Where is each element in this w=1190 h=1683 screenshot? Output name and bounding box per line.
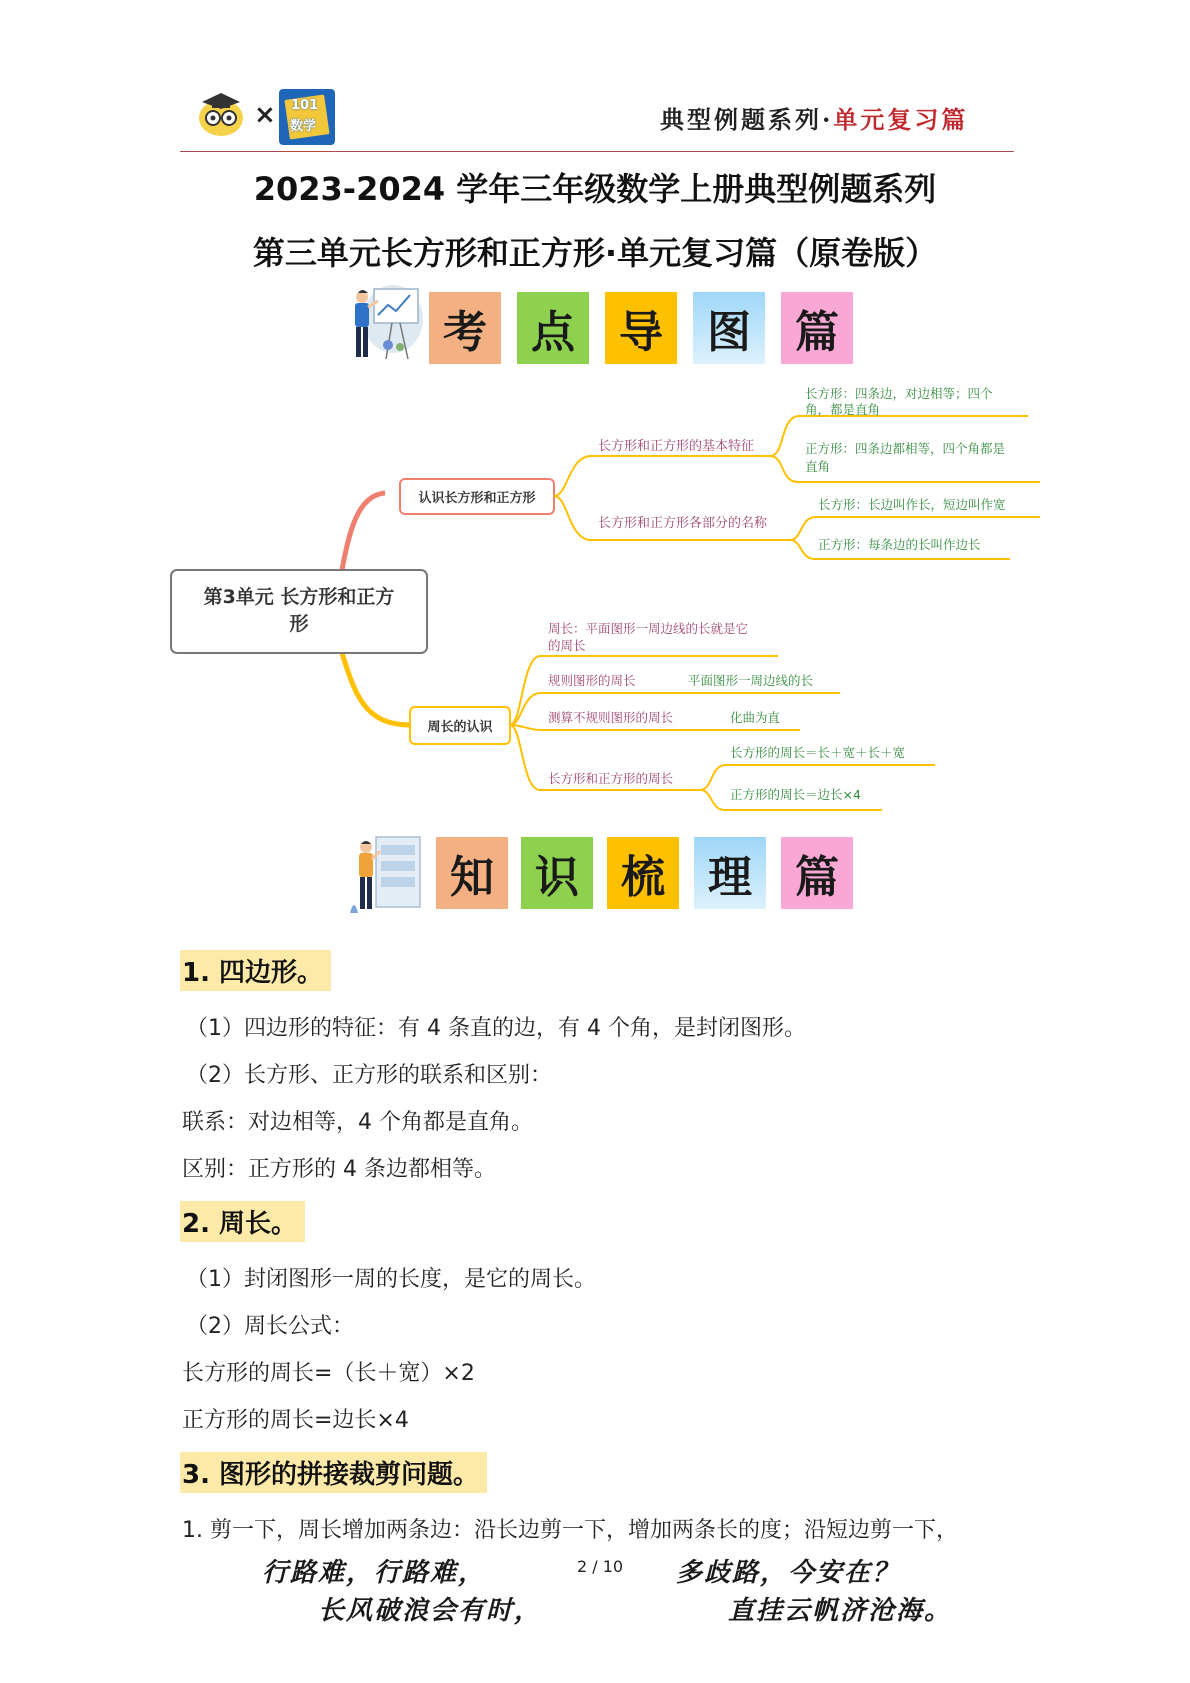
teacher-board-icon	[348, 283, 424, 363]
mm-b1-leaf1-b: 角，都是直角	[805, 402, 881, 417]
banner2-tile-1: 知	[436, 837, 508, 909]
connector-root-b2	[342, 653, 410, 725]
section-1-para-4: 区别：正方形的 4 条边都相等。	[182, 1157, 496, 1182]
mm-b1-leaf4: 正方形：每条边的长叫作边长	[818, 537, 981, 552]
banner2-tile-4: 理	[694, 837, 766, 909]
mm-b2-sub3-leaf: 化曲为直	[730, 710, 781, 725]
banner1-tile-3: 导	[605, 292, 677, 364]
section-2-para-2: （2）周长公式：	[186, 1314, 354, 1339]
header-series-title	[660, 100, 968, 135]
section-1-para-2: （2）长方形、正方形的联系和区别：	[186, 1063, 552, 1088]
section-2-para-1: （1）封闭图形一周的长度，是它的周长。	[186, 1267, 596, 1292]
logo-text-math: 数学	[290, 119, 317, 134]
mm-b2-sub1-a: 周长：平面图形一周边线的长就是它	[548, 621, 749, 636]
mm-b1-leaf3: 长方形：长边叫作长，短边叫作宽	[818, 497, 1006, 512]
section-3-heading: 3. 图形的拼接裁剪问题。	[180, 1452, 487, 1493]
mm-b2-leaf-square: 正方形的周长＝边长×4	[730, 787, 861, 802]
mm-branch-1-label: 认识长方形和正方形	[418, 491, 536, 506]
document-title-line2: 第三单元长方形和正方形·单元复习篇（原卷版）	[252, 234, 938, 272]
mm-b1-leaf2-a: 正方形：四条边都相等，四个角都是	[805, 441, 1006, 456]
footer-poem-line-4: 直挂云帆济沧海。	[728, 1596, 953, 1626]
mm-root-label-1: 第3单元 长方形和正方	[203, 586, 395, 608]
section-2-para-4: 正方形的周长=边长×4	[182, 1408, 409, 1433]
mm-b1-leaf1-a: 长方形：四条边，对边相等；四个	[805, 386, 993, 401]
math-101-logo-icon	[279, 89, 335, 145]
mm-b2-sub4: 长方形和正方形的周长	[548, 771, 674, 786]
section-1-heading: 1. 四边形。	[180, 950, 331, 991]
section-3-para-1: 1. 剪一下，周长增加两条边：沿长边剪一下，增加两条长的度；沿短边剪一下，	[182, 1518, 958, 1543]
mm-b2-sub3: 测算不规则图形的周长	[548, 710, 674, 725]
footer-poem-line-2: 多歧路，今安在？	[676, 1558, 901, 1588]
section-1-para-1: （1）四边形的特征：有 4 条直的边，有 4 个角，是封闭图形。	[186, 1016, 806, 1041]
banner2-tile-5: 篇	[781, 837, 853, 909]
banner2-tile-2: 识	[521, 837, 593, 909]
banner2-tile-3: 梳	[607, 837, 679, 909]
section-2-para-3: 长方形的周长=（长＋宽）×2	[182, 1361, 475, 1386]
footer-poem-line-1: 行路难，行路难，	[262, 1558, 487, 1588]
section-2-heading: 2. 周长。	[180, 1201, 305, 1242]
mm-branch-2-label: 周长的认识	[427, 720, 493, 735]
mm-b1-sub1: 长方形和正方形的基本特征	[598, 439, 755, 454]
footer-poem-line-3: 长风破浪会有时，	[318, 1596, 543, 1626]
mm-root-label-2: 形	[289, 613, 309, 635]
header-divider	[180, 151, 1014, 152]
collab-times: ×	[254, 100, 276, 130]
teacher-shelf-icon	[348, 835, 424, 915]
page-number: 2 / 10	[577, 1557, 624, 1576]
logo-text-101: 101	[291, 98, 319, 113]
mm-b2-sub1-b: 的周长	[548, 638, 586, 653]
mm-b2-sub2: 规则图形的周长	[548, 673, 636, 688]
header-series-red: 单元复习篇	[833, 105, 969, 134]
mm-b1-sub2: 长方形和正方形各部分的名称	[598, 516, 768, 531]
mm-b1-leaf2-b: 直角	[805, 459, 831, 474]
section-1-para-3: 联系：对边相等，4 个角都是直角。	[182, 1110, 533, 1135]
header-series-black: 典型例题系列·	[660, 105, 834, 134]
banner1-tile-2: 点	[517, 292, 589, 364]
banner1-tile-4: 图	[693, 292, 765, 364]
owl-logo-icon	[196, 88, 246, 138]
document-title-line1: 2023-2024 学年三年级数学上册典型例题系列	[253, 170, 937, 208]
mm-b2-sub2-leaf: 平面图形一周边线的长	[688, 673, 814, 688]
mind-map	[170, 365, 1050, 825]
banner1-tile-5: 篇	[781, 292, 853, 364]
mm-b2-leaf-rect: 长方形的周长＝长＋宽＋长＋宽	[730, 745, 906, 760]
connector-root-b1	[342, 493, 385, 570]
banner1-tile-1: 考	[429, 292, 501, 364]
mm-root-node	[171, 570, 427, 653]
